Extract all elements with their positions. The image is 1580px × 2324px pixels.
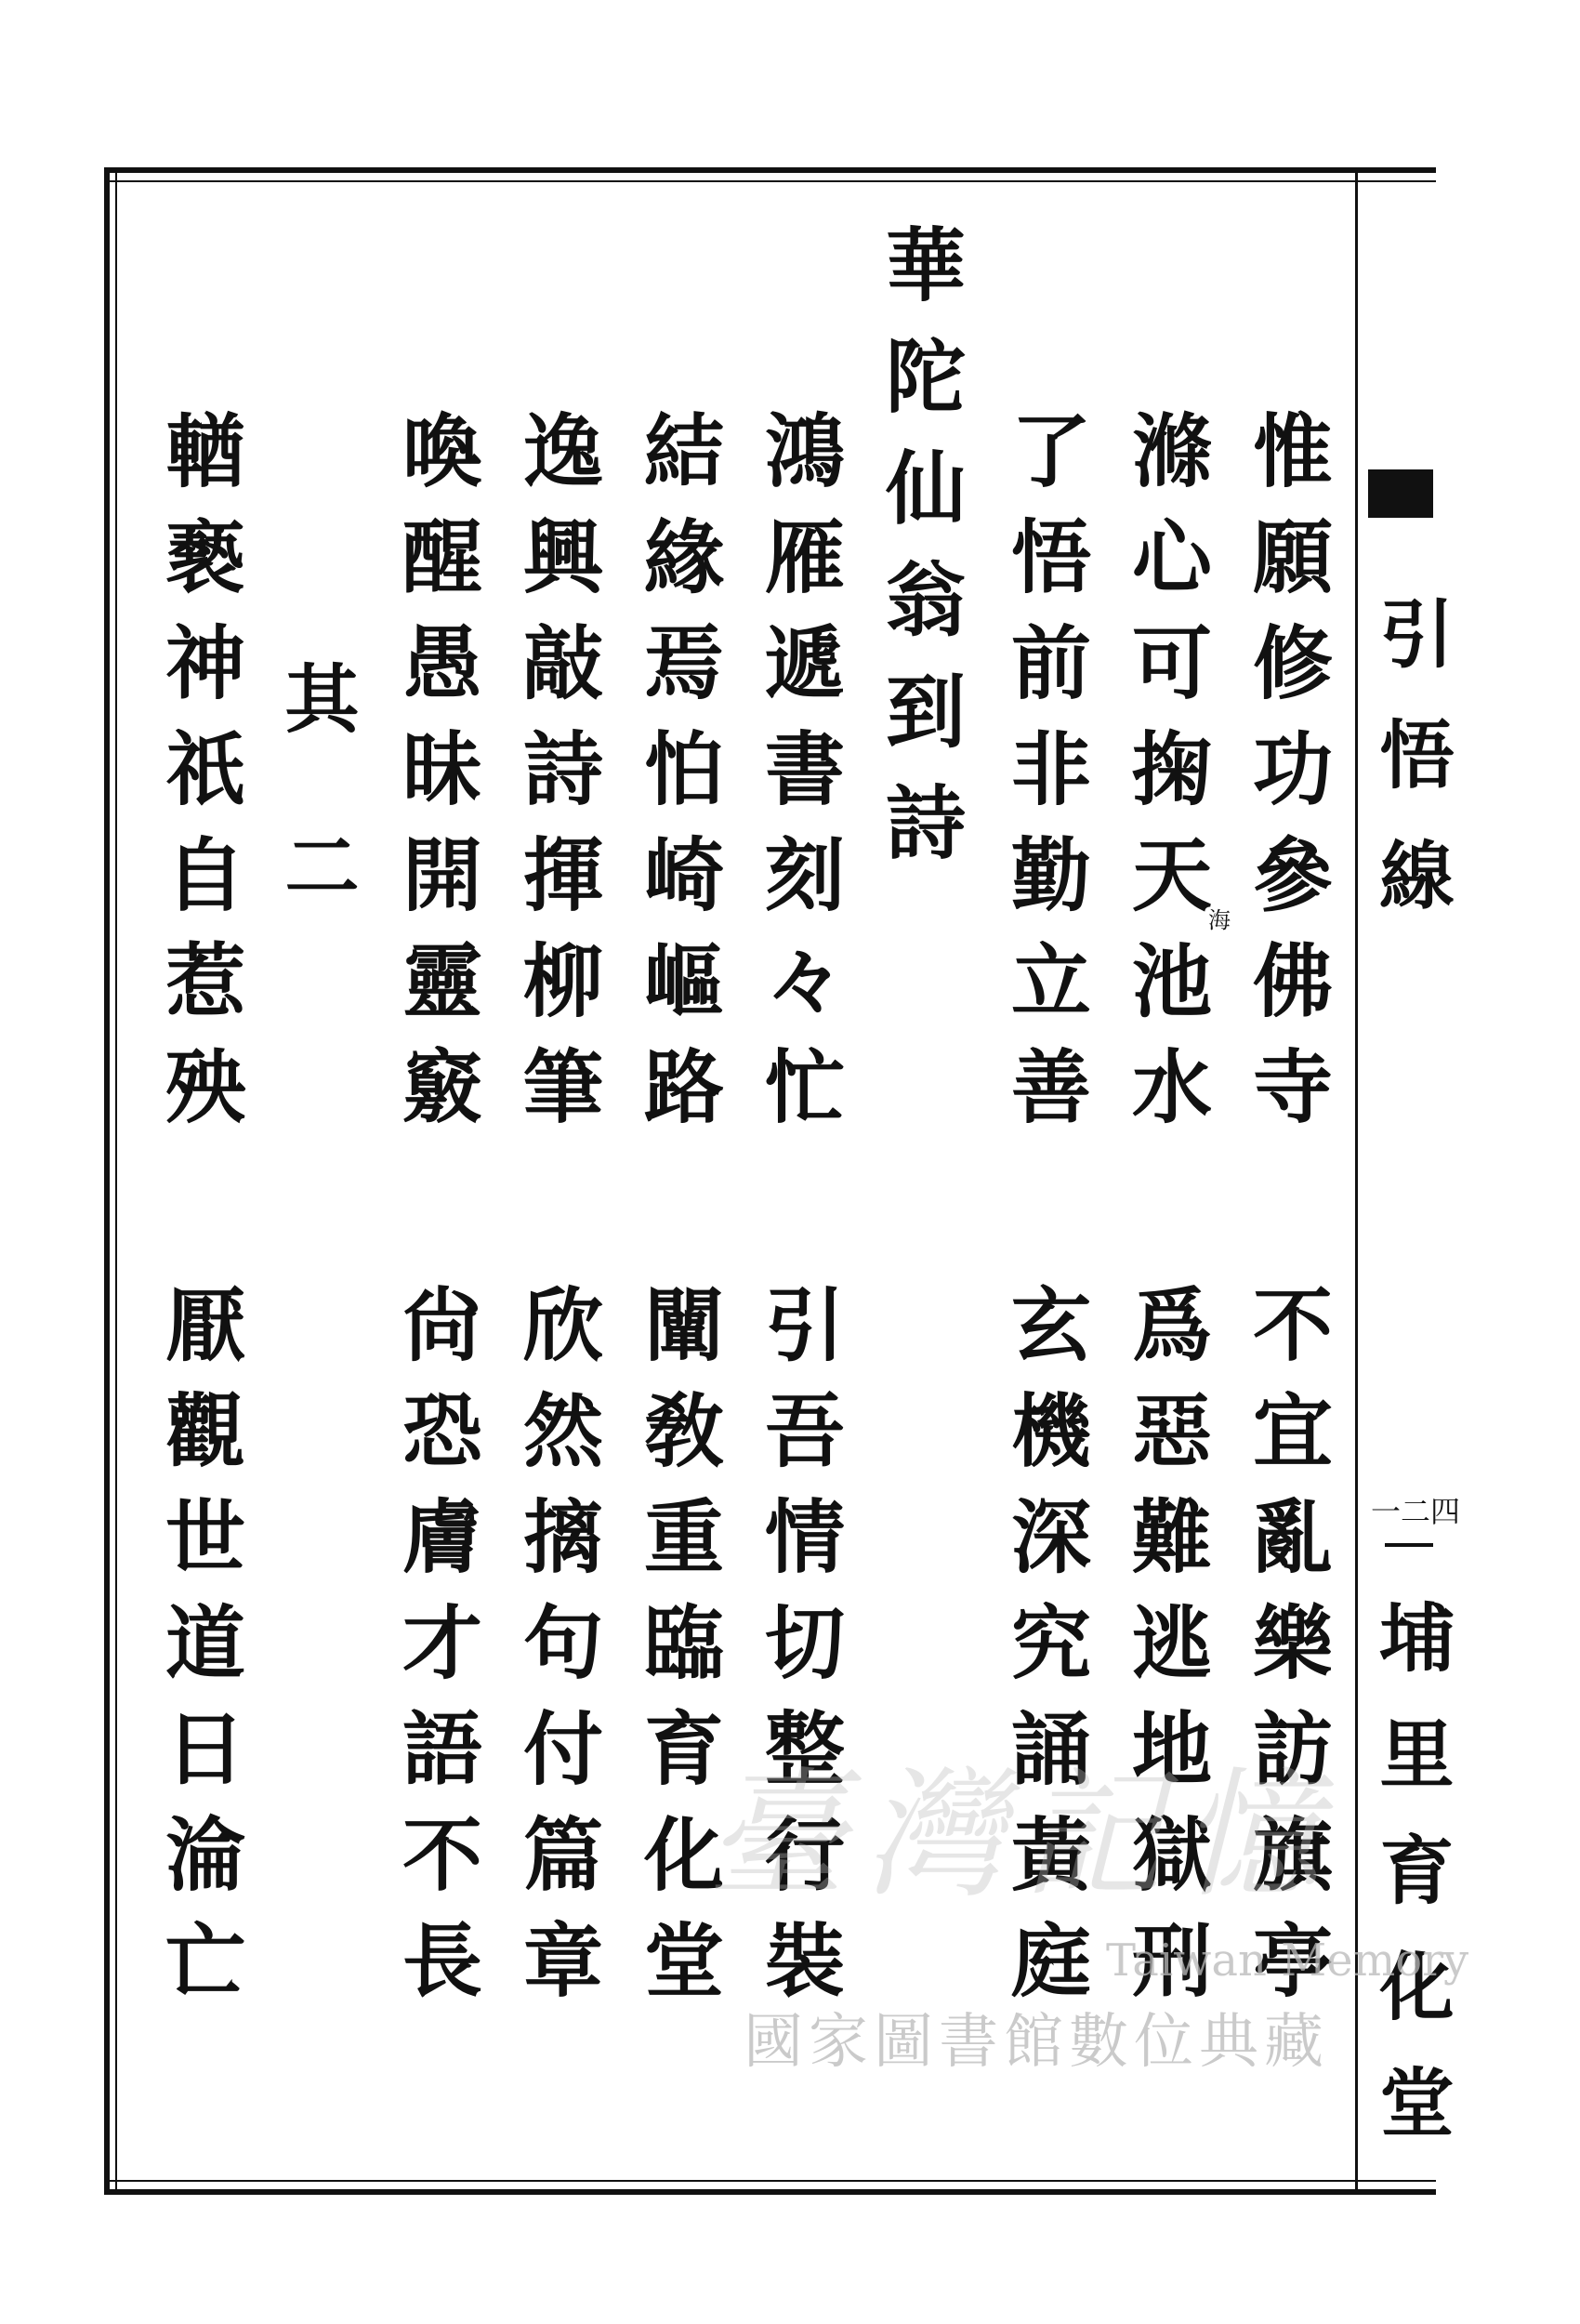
gutter-divider-line <box>1385 1543 1433 1547</box>
annotation-note: 海 <box>1208 907 1231 933</box>
poem2-line4-lower: 尙恐膚才語不長 <box>388 1283 482 2025</box>
poem1-line1-upper: 惟願修功參佛寺 <box>1239 409 1333 1151</box>
poem3-line1-upper: 輶褻神祇自惹殃 <box>151 409 245 1151</box>
frame-top-line <box>107 167 1436 173</box>
poem-subtitle: 其二 <box>272 660 360 995</box>
frame-top-line-inner <box>107 180 1436 182</box>
frame-left-line <box>104 167 110 2195</box>
gutter-page-number: 一二四 <box>1371 1494 1461 1529</box>
frame-bottom-line-inner <box>107 2180 1436 2182</box>
poem2-line3-upper: 逸興敲詩揮柳筆 <box>509 409 603 1151</box>
gutter-publisher: 埔里育化堂 <box>1367 1599 1455 2180</box>
poem2-line1-upper: 鴻雁遞書刻々忙 <box>751 409 845 1151</box>
poem1-line3-lower: 玄機深究誦黃庭 <box>997 1283 1091 2025</box>
poem2-line2-lower: 闡敎重臨育化堂 <box>630 1283 724 2025</box>
poem3-line1-lower: 厭觀世道日淪亡 <box>151 1283 245 2025</box>
poem1-line2-lower: 爲惡難逃地獄刑 <box>1118 1283 1212 2025</box>
frame-left-line-inner <box>115 167 117 2195</box>
poem1-line1-lower: 不宜亂樂訪旗亭 <box>1239 1283 1333 2025</box>
poem2-line1-lower: 引吾情切整行裝 <box>751 1283 845 2025</box>
frame-bottom-line <box>107 2189 1436 2195</box>
watermark-logo-chinese: 臺灣記憶 <box>706 1755 1339 1917</box>
watermark-english: Taiwan Memory <box>1106 1934 1469 1987</box>
poem1-line2-upper: 滌心可掬天池水 <box>1118 409 1212 1151</box>
frame-right-line <box>1355 167 1358 2195</box>
gutter-black-marker <box>1368 469 1433 518</box>
poem1-line3-upper: 了悟前非勤立善 <box>997 409 1091 1151</box>
poem2-line2-upper: 結緣焉怕崎嶇路 <box>630 409 724 1151</box>
gutter-book-title: 引悟線 <box>1367 595 1455 957</box>
poem2-line4-upper: 喚醒愚昧開靈竅 <box>388 409 482 1151</box>
section-title: 華陀仙翁到詩 <box>872 223 966 892</box>
watermark-library-name: 國家圖書館數位典藏 <box>744 2008 1329 2077</box>
poem2-line3-lower: 欣然摛句付篇章 <box>509 1283 603 2025</box>
